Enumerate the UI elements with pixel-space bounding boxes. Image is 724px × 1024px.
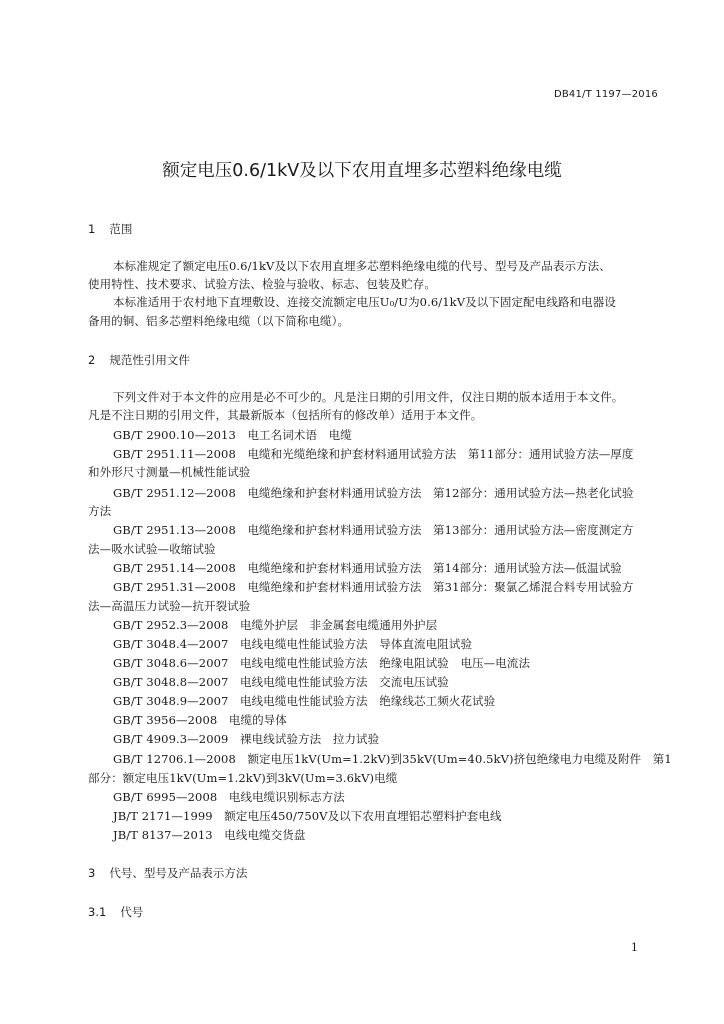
reference-item-continued: 法—吸水试验—收缩试验 <box>88 542 216 556</box>
text-line: 下列文件对于本文件的应用是必不可少的。凡是注日期的引用文件，仅注日期的版本适用于本文件。 <box>113 390 624 404</box>
document-title: 额定电压0.6/1kV及以下农用直埋多芯塑料绝缘电缆 <box>162 161 562 181</box>
reference-item: GB/T 2952.3—2008 电缆外护层 非金属套电缆通用外护层 <box>113 618 438 632</box>
reference-item: GB/T 6995—2008 电线电缆识别标志方法 <box>113 790 345 804</box>
reference-item-continued: 部分：额定电压1kV(Um=1.2kV)到3kV(Um=3.6kV)电缆 <box>88 771 398 785</box>
section-heading-scope <box>88 221 132 237</box>
text-line: 本标准适用于农村地下直埋敷设、连接交流额定电压U₀/U为0.6/1kV及以下固定配电线路和电器设 <box>113 295 616 309</box>
section-number: 1 <box>88 222 96 236</box>
reference-item: GB/T 4909.3—2009 裸电线试验方法 拉力试验 <box>113 732 380 746</box>
reference-item: GB/T 3956—2008 电缆的导体 <box>113 713 287 727</box>
page-number: 1 <box>631 941 638 954</box>
reference-item: GB/T 2951.13—2008 电缆绝缘和护套材料通用试验方法 第13部分：通用试验方法—密度测定方 <box>113 523 634 537</box>
reference-item: GB/T 3048.4—2007 电线电缆电性能试验方法 导体直流电阻试验 <box>113 637 473 651</box>
section-number: 2 <box>88 353 96 367</box>
section-title: 范围 <box>109 222 133 236</box>
text-line: 使用特性、技术要求、试验方法、检验与验收、标志、包装及贮存。 <box>88 277 436 291</box>
section-number: 3.1 <box>88 905 107 919</box>
reference-item: GB/T 2900.10—2013 电工名词术语 电缆 <box>113 428 352 442</box>
reference-item: GB/T 2951.11—2008 电缆和光缆绝缘和护套材料通用试验方法 第11部分：通用试验方法—厚度 <box>113 447 634 461</box>
reference-item: JB/T 8137—2013 电线电缆交货盘 <box>113 828 306 842</box>
reference-item: GB/T 3048.6—2007 电线电缆电性能试验方法 绝缘电阻试验 电压—电流法 <box>113 656 531 670</box>
text-line: 备用的铜、铝多芯塑料绝缘电缆（以下简称电缆）。 <box>88 314 350 328</box>
reference-item-continued: 法—高温压力试验—抗开裂试验 <box>88 599 251 613</box>
text-line: 本标准规定了额定电压0.6/1kV及以下农用直埋多芯塑料绝缘电缆的代号、型号及产品表示方法、 <box>113 259 611 273</box>
reference-item: GB/T 2951.12—2008 电缆绝缘和护套材料通用试验方法 第12部分：通用试验方法—热老化试验 <box>113 486 634 500</box>
reference-item: GB/T 3048.8—2007 电线电缆电性能试验方法 交流电压试验 <box>113 675 449 689</box>
reference-item-continued: 方法 <box>88 504 112 518</box>
reference-item: GB/T 12706.1—2008 额定电压1kV(Um=1.2kV)到35kV(Um=40.5kV)挤包绝缘电力电缆及附件 第1 <box>113 752 672 766</box>
reference-item: GB/T 2951.31—2008 电缆绝缘和护套材料通用试验方法 第31部分：聚氯乙烯混合料专用试验方 <box>113 580 634 594</box>
section-title: 代号 <box>120 905 144 919</box>
section-heading-references <box>88 352 190 368</box>
section-title: 代号、型号及产品表示方法 <box>109 866 248 880</box>
reference-item: JB/T 2171—1999 额定电压450/750V及以下农用直埋铝芯塑料护套电线 <box>113 809 502 823</box>
reference-item-continued: 和外形尺寸测量—机械性能试验 <box>88 465 251 479</box>
section-heading-codes <box>88 865 247 881</box>
section-number: 3 <box>88 866 96 880</box>
section-title: 规范性引用文件 <box>109 353 190 367</box>
subsection-heading-codes <box>88 904 143 920</box>
reference-item: GB/T 3048.9—2007 电线电缆电性能试验方法 绝缘线芯工频火花试验 <box>113 694 496 708</box>
standard-number: DB41/T 1197—2016 <box>553 89 658 100</box>
text-line: 凡是不注日期的引用文件，其最新版本（包括所有的修改单）适用于本文件。 <box>88 408 483 422</box>
reference-item: GB/T 2951.14—2008 电缆绝缘和护套材料通用试验方法 第14部分：通用试验方法—低温试验 <box>113 561 622 575</box>
